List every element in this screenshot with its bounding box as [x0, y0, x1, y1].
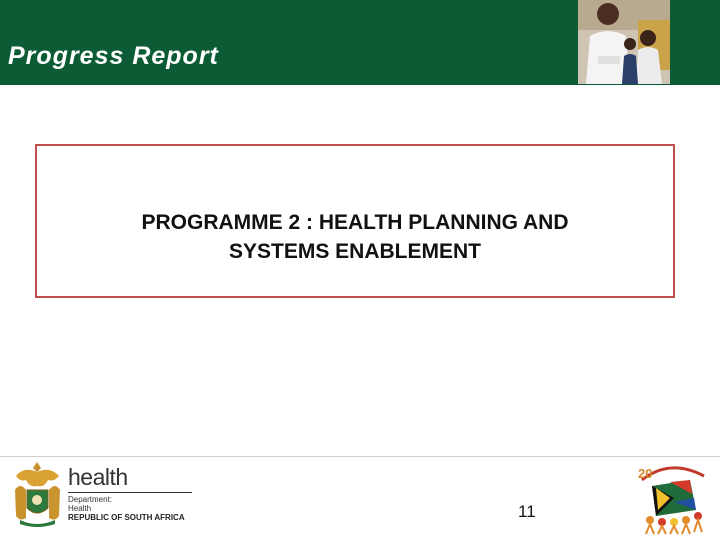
20-years-of-freedom-logo-icon — [630, 458, 714, 536]
header-bar — [0, 0, 720, 85]
slide-title-line1: PROGRAMME 2 : HEALTH PLANNING AND — [141, 211, 569, 234]
logo-rule — [68, 492, 192, 493]
footer-divider — [0, 456, 720, 457]
health-department-logo — [68, 464, 193, 526]
page-number: 11 — [518, 502, 536, 521]
coat-of-arms-icon — [10, 460, 65, 528]
slide-title-box — [35, 144, 675, 298]
svg-text:20: 20 — [638, 466, 653, 481]
slide-title-line2: SYSTEMS ENABLEMENT — [228, 240, 482, 263]
slide-title — [37, 208, 673, 266]
page-title: Progress Report — [8, 42, 219, 70]
people-photo-icon — [578, 0, 670, 84]
logo-wordmark: health — [68, 464, 128, 490]
logo-dept-label: Department: — [68, 495, 113, 504]
logo-dept-name: Health — [68, 504, 92, 513]
logo-country: REPUBLIC OF SOUTH AFRICA — [68, 513, 185, 522]
